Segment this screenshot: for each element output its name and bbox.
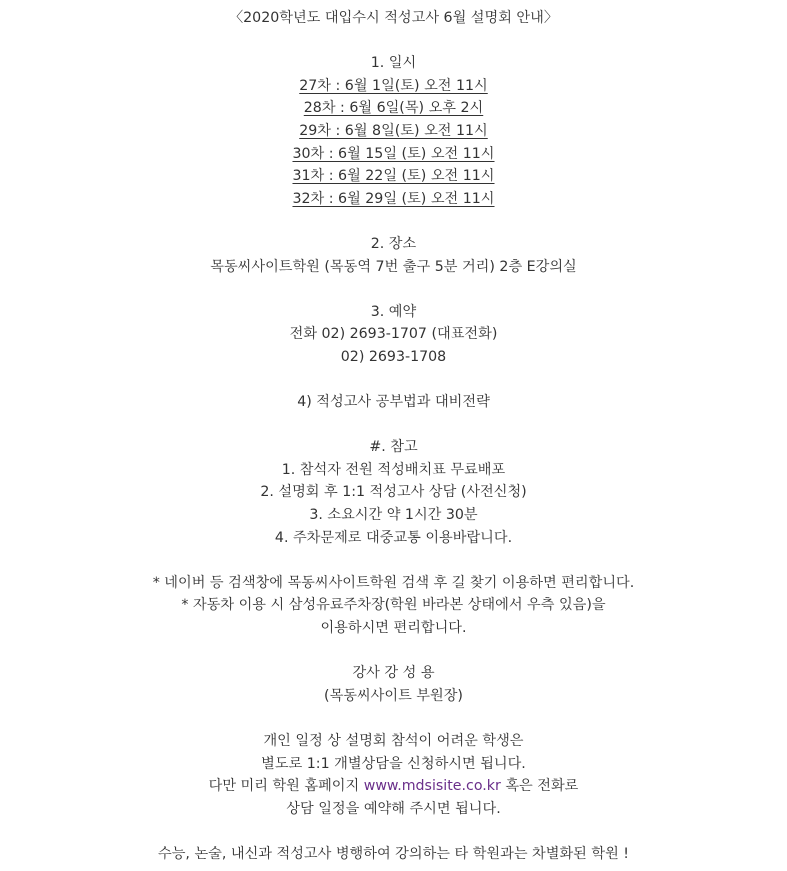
consult-text: 다만 미리 학원 홈페이지 <box>208 778 364 795</box>
schedule-item: 31차 : 6월 22일 (토) 오전 11시 <box>292 168 495 185</box>
note-item: 1. 참석자 전원 적성배치표 무료배포 <box>281 461 506 478</box>
schedule-item: 28차 : 6월 6일(목) 오후 2시 <box>303 100 484 117</box>
homepage-link[interactable]: www.mdsisite.co.kr <box>363 778 501 795</box>
note-item: 2. 설명회 후 1:1 적성고사 상담 (사전신청) <box>260 484 527 501</box>
spacer <box>0 369 787 392</box>
note-item: 3. 소요시간 약 1시간 30분 <box>309 507 478 524</box>
spacer <box>0 549 787 572</box>
closing-statement: 수능, 논술, 내신과 적성고사 병행하여 강의하는 타 학원과는 차별화된 학원 ! <box>158 845 629 862</box>
spacer <box>0 210 787 233</box>
tip-parking-cont: 이용하시면 편리합니다. <box>320 620 467 637</box>
schedule-item: 32차 : 6월 29일 (토) 오전 11시 <box>292 190 495 207</box>
instructor-role: (목동씨사이트 부원장) <box>324 687 463 704</box>
consult-line: 개인 일정 상 설명회 참석이 어려운 학생은 <box>263 733 524 749</box>
spacer <box>0 30 787 53</box>
notes-heading: #. 참고 <box>369 439 418 456</box>
schedule-heading: 1. 일시 <box>370 55 417 72</box>
notice-title: 〈2020학년도 대입수시 적성고사 6월 설명회 안내〉 <box>228 10 559 26</box>
reservation-phone-main: 전화 02) 2693-1707 (대표전화) <box>289 326 498 343</box>
spacer <box>0 414 787 437</box>
spacer <box>0 640 787 663</box>
spacer <box>0 278 787 301</box>
topic-heading: 4) 적성고사 공부법과 대비전략 <box>297 394 490 411</box>
note-item: 4. 주차문제로 대중교통 이용바랍니다. <box>274 529 513 546</box>
spacer <box>0 707 787 730</box>
reservation-phone-alt: 02) 2693-1708 <box>340 348 447 365</box>
location-text: 목동씨사이트학원 (목동역 7번 출구 5분 거리) 2층 E강의실 <box>210 258 577 275</box>
schedule-item: 29차 : 6월 8일(토) 오전 11시 <box>299 122 488 139</box>
consult-line <box>0 775 787 798</box>
spacer <box>0 820 787 843</box>
reservation-heading: 3. 예약 <box>370 303 417 320</box>
tip-naver: * 네이버 등 검색창에 목동씨사이트학원 검색 후 길 찾기 이용하면 편리합니다. <box>152 574 635 591</box>
schedule-item: 27차 : 6월 1일(토) 오전 11시 <box>299 77 488 94</box>
instructor-name: 강사 강 성 용 <box>352 665 435 682</box>
consult-line: 별도로 1:1 개별상담을 신청하시면 됩니다. <box>261 755 526 772</box>
location-heading: 2. 장소 <box>370 235 417 252</box>
schedule-item: 30차 : 6월 15일 (토) 오전 11시 <box>292 145 495 162</box>
consult-line: 상담 일정을 예약해 주시면 됩니다. <box>286 800 501 817</box>
tip-parking: * 자동차 이용 시 삼성유료주차장(학원 바라본 상태에서 우측 있음)을 <box>181 597 606 614</box>
consult-text: 혹은 전화로 <box>500 778 579 795</box>
